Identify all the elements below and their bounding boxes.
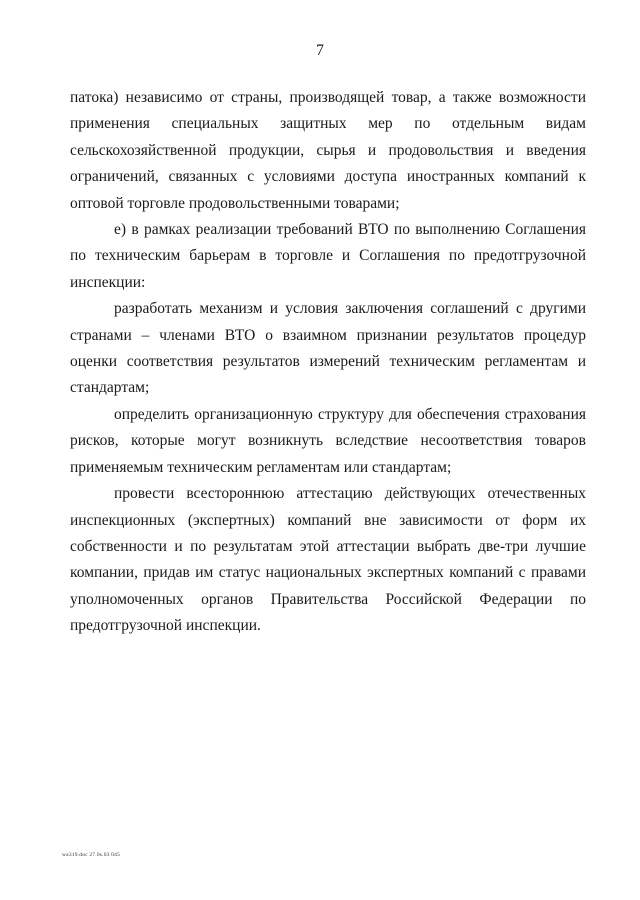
paragraph-develop-mechanism: разработать механизм и условия заключения соглашений с другими странами – членами ВТО о взаимном признании результатов процедур оценки соответствия результатов измерений техническим регламентам и стандартам; bbox=[70, 300, 586, 397]
paragraph-insurance-structure: определить организационную структуру для обеспечения страхования рисков, которые могут возникнуть вследствие несоответствия товаров применяемым техническим регламентам или стандартам; bbox=[70, 405, 586, 476]
footer-file-reference: wa319.doc 27.0s.03 045 bbox=[62, 852, 121, 858]
paragraph-continuation: патока) независимо от страны, производящей товар, а также возможности применения специальных защитных мер по отдельным видам сельскохозяйственной продукции, сырья и продовольствия и введения ограничений, связанных с условиями доступа иностранных компаний к оптовой торговле продовольственными товарами; bbox=[70, 89, 586, 212]
paragraph-item-e: е) в рамках реализации требований ВТО по выполнению Соглашения по техническим барьерам в торговле и Соглашения по предотгрузочной инспекции: bbox=[70, 221, 586, 291]
page-number: 7 bbox=[316, 42, 324, 59]
document-body bbox=[70, 85, 586, 640]
paragraph-certification: провести всестороннюю аттестацию действующих отечественных инспекционных (экспертных) компаний вне зависимости от форм их собственности и по результатам этой аттестации выбрать две-три лучшие компании, придав им статус национальных экспертных компаний с правами уполномоченных органов Правительства Российской Федерации по предотгрузочной инспекции. bbox=[70, 485, 586, 635]
